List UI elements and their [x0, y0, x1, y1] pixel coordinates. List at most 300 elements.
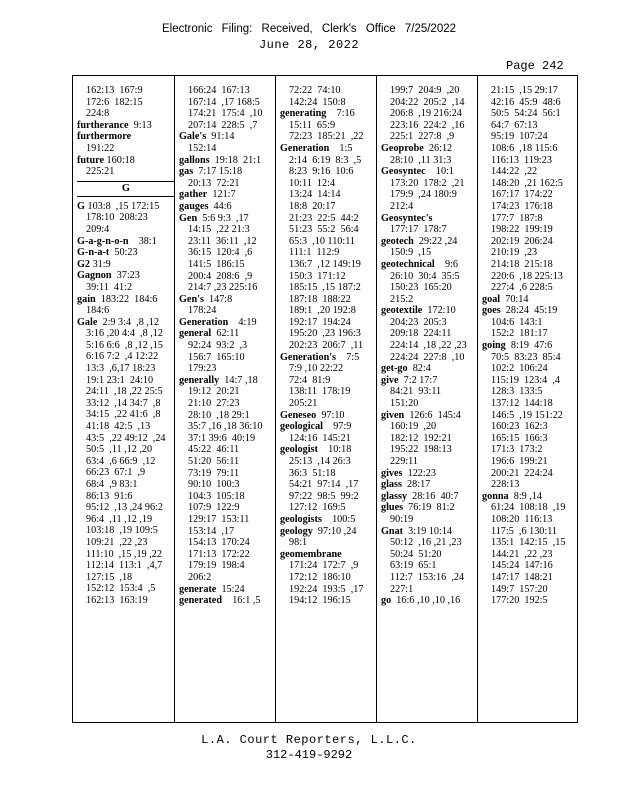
footer-company: L.A. Court Reporters, L.L.C.	[201, 733, 417, 747]
index-entry-continuation	[280, 120, 378, 132]
index-entry-continuation	[77, 282, 175, 294]
index-entry-continuation	[381, 352, 479, 364]
index-term: Gagnon	[77, 270, 112, 282]
page-line-refs: 34:15 ,22 41:6 ,8	[86, 409, 161, 421]
page-line-refs: 198:22 199:19	[491, 224, 553, 236]
index-entry-continuation	[179, 468, 277, 480]
index-entry-continuation	[77, 340, 175, 352]
page-line-refs: 5:6 9:3 ,17	[197, 212, 249, 224]
index-entry-continuation	[77, 386, 175, 398]
index-entry-continuation	[179, 143, 277, 155]
index-entry	[280, 526, 378, 538]
page-line-refs: 224:24 227:8 ,10	[390, 351, 465, 363]
page-line-refs: 50:5 54:24 56:1	[491, 108, 561, 120]
index-entry-continuation	[280, 491, 378, 503]
page-line-refs: 179:19 198:4	[188, 560, 245, 572]
page-line-refs: 61:24 108:18 ,19	[491, 502, 566, 514]
index-term: generating	[280, 108, 327, 120]
index-entry-continuation	[179, 433, 277, 445]
index-entry-continuation	[482, 97, 580, 109]
index-entry	[280, 108, 378, 120]
index-column-1	[77, 85, 175, 607]
index-entry	[381, 491, 479, 503]
index-entry	[179, 317, 277, 329]
index-entry-continuation	[179, 97, 277, 109]
index-entry	[381, 479, 479, 491]
index-entry-continuation	[482, 375, 580, 387]
page-line-refs: 141:5 186:15	[188, 258, 245, 270]
index-entry-continuation	[280, 201, 378, 213]
index-term: geomembrane	[280, 548, 342, 560]
page-line-refs: 183:22 184:6	[95, 293, 158, 305]
index-term: Geosyntec	[381, 166, 426, 178]
index-entry	[482, 491, 580, 503]
index-term: generated	[179, 595, 222, 607]
page-line-refs: 96:4 ,11 ,12 ,19	[86, 513, 153, 525]
index-entry	[77, 317, 175, 329]
index-entry-continuation	[482, 549, 580, 561]
page-line-refs: 104:3 105:18	[188, 490, 245, 502]
page-line-refs: 8:19 47:6	[505, 340, 553, 352]
index-term: G-n-a-t	[77, 247, 110, 259]
page-line-refs: 19:1 23:1 24:10	[86, 374, 154, 386]
page-line-refs: 91:14	[206, 131, 235, 143]
index-entry-continuation	[482, 421, 580, 433]
index-entry-continuation	[280, 305, 378, 317]
index-entry-continuation	[381, 97, 479, 109]
page-line-refs: 90:19	[390, 513, 414, 525]
index-entry-continuation	[381, 294, 479, 306]
index-entry	[179, 201, 277, 213]
page-line-refs: 26:12	[423, 142, 453, 154]
section-letter-heading: G	[77, 181, 175, 197]
index-entry-continuation	[77, 363, 175, 375]
page-line-refs: 137:12 144:18	[491, 398, 553, 410]
index-entry-continuation	[381, 85, 479, 97]
index-entry-continuation	[179, 386, 277, 398]
index-entry-continuation	[280, 236, 378, 248]
page-line-refs: 3:19 10:14	[403, 525, 453, 537]
index-term: gain	[77, 293, 96, 305]
page-line-refs: 97:10	[316, 409, 345, 421]
page-line-refs: 227:1	[390, 583, 414, 595]
index-entry-continuation	[381, 317, 479, 329]
page-line-refs: 128:3 133:5	[491, 386, 543, 398]
page-line-refs: 184:6	[86, 305, 110, 317]
index-entry-continuation	[280, 294, 378, 306]
document-date: June 28, 2022	[258, 38, 360, 52]
index-term: geotechnical	[381, 258, 435, 270]
index-term: general	[179, 328, 212, 340]
page-line-refs: 19:12 20:21	[188, 386, 240, 398]
index-term: gauges	[179, 200, 209, 212]
page-line-refs: 29:22 ,24	[413, 235, 458, 247]
page-line-refs: 178:24	[188, 305, 217, 317]
page-line-refs: 9:13	[128, 119, 152, 131]
page-line-refs: 9:6	[434, 258, 458, 270]
index-term: Gen	[179, 212, 198, 224]
page-line-refs: 191:22	[86, 142, 115, 154]
index-entry-continuation	[179, 363, 277, 375]
page-line-refs: 177:20 192:5	[491, 595, 548, 607]
page-line-refs: 64:7 67:13	[491, 119, 538, 131]
page-line-refs: 21:15 ,15 29:17	[491, 85, 558, 96]
page-line-refs: 204:23 205:3	[390, 316, 447, 328]
index-entry	[482, 305, 580, 317]
index-entry-continuation	[77, 467, 175, 479]
page-line-refs: 174:21 175:4 ,10	[188, 108, 263, 120]
index-entry	[280, 444, 378, 456]
page-line-refs: 171:13 172:22	[188, 548, 250, 560]
page-line-refs: 92:24 93:2 ,3	[188, 340, 248, 352]
page-line-refs: 127:12 169:5	[289, 502, 346, 514]
page-line-refs: 200:21 224:24	[491, 467, 553, 479]
page-line-refs: 76:19 81:2	[403, 502, 455, 514]
page-line-refs: 13:24 14:14	[289, 189, 341, 201]
index-entry-continuation	[77, 560, 175, 572]
index-entry-continuation	[77, 224, 175, 236]
index-entry-continuation	[77, 537, 175, 549]
index-entry	[381, 363, 479, 375]
index-entry-continuation	[280, 386, 378, 398]
page-line-refs: 121:7	[207, 189, 236, 201]
index-column-3	[280, 85, 378, 607]
page-line-refs: 228:13	[491, 479, 520, 491]
index-entry-continuation	[280, 468, 378, 480]
index-entry-continuation	[482, 108, 580, 120]
index-entry	[77, 155, 175, 167]
index-entry-continuation	[280, 178, 378, 190]
index-entry-continuation	[280, 479, 378, 491]
index-entry-continuation	[482, 213, 580, 225]
page-line-refs: 50:5 ,11 ,12 ,20	[86, 444, 153, 456]
index-column-4	[381, 85, 479, 607]
page-line-refs: 41:18 42:5 ,13	[86, 421, 151, 433]
index-entry-continuation	[482, 259, 580, 271]
page-line-refs: 172:12 186:10	[289, 571, 351, 583]
index-entry-continuation	[482, 155, 580, 167]
index-entry-continuation	[482, 456, 580, 468]
page-line-refs: 50:24 51:20	[390, 548, 442, 560]
page-line-refs: 160:18	[103, 154, 135, 166]
index-entry-continuation	[280, 340, 378, 352]
index-entry-continuation	[280, 271, 378, 283]
page-line-refs: 171:24 172:7 ,9	[289, 560, 359, 572]
index-entry-continuation	[77, 351, 175, 363]
page-line-refs: 224:14 ,18 ,22 ,23	[390, 340, 467, 352]
page-line-refs: 86:13 91:6	[86, 490, 133, 502]
index-term: geological	[280, 421, 324, 433]
index-entry-continuation	[381, 421, 479, 433]
index-entry-continuation	[179, 456, 277, 468]
page-line-refs: 177:17 178:7	[390, 224, 447, 236]
page-line-refs: 224:8	[86, 108, 110, 120]
index-entry-continuation	[77, 409, 175, 421]
index-term: goes	[482, 305, 501, 317]
page-line-refs: 14:7 ,18	[219, 374, 258, 386]
page-line-refs: 179:23	[188, 363, 217, 375]
page-line-refs: 35:7 ,16 ,18 36:10	[188, 421, 263, 433]
index-entry	[482, 294, 580, 306]
page-line-refs: 209:4	[86, 223, 110, 235]
page-line-refs: 66:23 67:1 ,9	[86, 467, 146, 479]
page-line-refs: 37:23	[111, 270, 140, 282]
page-line-refs: 7:16	[326, 108, 355, 120]
page-line-refs: 192:24 193:5 ,17	[289, 583, 364, 595]
index-entry-continuation	[482, 166, 580, 178]
index-term: geotech	[381, 235, 414, 247]
index-entry-continuation	[482, 352, 580, 364]
index-term: furthermore	[77, 131, 132, 143]
index-term: gather	[179, 189, 208, 201]
page-line-refs: 215:2	[390, 293, 414, 305]
page-line-refs: 202:19 206:24	[491, 235, 553, 247]
index-term: future	[77, 154, 104, 166]
index-entry-continuation	[280, 560, 378, 572]
index-entry-continuation	[77, 456, 175, 468]
index-entry-continuation	[179, 259, 277, 271]
page-line-refs: 33:12 ,14 34:7 ,8	[86, 397, 161, 409]
index-term: goal	[482, 293, 501, 305]
index-entry-continuation	[179, 526, 277, 538]
index-term: Generation	[280, 142, 330, 154]
page-line-refs: 229:11	[390, 456, 418, 467]
index-entry-continuation	[381, 398, 479, 410]
page-line-refs: 206:8 ,19 216:24	[390, 108, 462, 120]
index-entry-continuation	[280, 375, 378, 387]
index-entry-continuation	[381, 537, 479, 549]
page-line-refs: 23:11 36:11 ,12	[188, 235, 257, 247]
page-line-refs: 28:10 ,18 29:1	[188, 409, 250, 421]
page-line-refs: 1:5	[329, 142, 353, 154]
index-term: furtherance	[77, 119, 129, 131]
index-entry-continuation	[280, 155, 378, 167]
page-line-refs: 28:10 ,11 31:3	[390, 154, 452, 166]
page-line-refs: 100:5	[321, 513, 356, 525]
page-line-refs: 10:18	[317, 444, 352, 456]
page-line-refs: 145:24 147:16	[491, 560, 553, 572]
page-line-refs: 16:1 ,5	[222, 595, 261, 607]
index-entry-continuation	[482, 201, 580, 213]
index-term: generate	[179, 583, 217, 595]
page-line-refs: 97:10 ,24	[312, 525, 357, 537]
page-line-refs: 129:17 153:11	[188, 513, 250, 525]
page-line-refs: 167:17 174:22	[491, 189, 553, 201]
page-line-refs: 72:4 81:9	[289, 374, 331, 386]
index-term: Gale's	[179, 131, 207, 143]
page-line-refs: 102:2 106:24	[491, 363, 548, 375]
index-entry-continuation	[77, 421, 175, 433]
page-line-refs: 62:11	[211, 328, 240, 340]
page-line-refs: 172:10	[422, 305, 456, 317]
index-entry	[77, 201, 175, 213]
page-line-refs: 8:23 9:16 10:6	[289, 166, 354, 178]
page-line-refs: 7:17 15:18	[193, 166, 243, 178]
index-term: Geneseo	[280, 409, 317, 421]
index-entry-continuation	[280, 328, 378, 340]
page-line-refs: 111:1 112:9	[289, 247, 340, 259]
page-line-refs: 50:23	[109, 247, 138, 259]
index-entry	[381, 502, 479, 514]
index-entry-continuation	[280, 595, 378, 607]
index-entry-continuation	[179, 537, 277, 549]
page-line-refs: 44:6	[208, 200, 232, 212]
page-line-refs: 199:7 204:9 ,20	[390, 85, 460, 96]
index-term: geology	[280, 525, 313, 537]
index-entry-continuation	[381, 155, 479, 167]
index-entry-continuation	[179, 549, 277, 561]
index-entry	[381, 595, 479, 607]
page-line-refs: 179:9 ,24 180:9	[390, 189, 457, 201]
page-line-refs: 43:5 ,22 49:12 ,24	[86, 432, 166, 444]
index-entry-continuation	[381, 328, 479, 340]
index-entry-continuation	[280, 213, 378, 225]
index-entry-continuation	[77, 444, 175, 456]
page-line-refs: 24:11 ,18 ,22 25:5	[86, 386, 163, 398]
index-entry-continuation	[77, 572, 175, 584]
page-line-refs: 156:7 165:10	[188, 351, 245, 363]
page-line-refs: 103:8 ,15 172:15	[84, 200, 160, 212]
page-line-refs: 178:10 208:23	[86, 212, 148, 224]
page-line-refs: 38:1	[128, 235, 157, 247]
index-term: Gen's	[179, 293, 204, 305]
index-entry-continuation	[381, 189, 479, 201]
index-entry-continuation	[77, 97, 175, 109]
page-line-refs: 98:1	[289, 537, 308, 549]
index-entry-continuation	[77, 491, 175, 503]
index-entry-continuation	[179, 479, 277, 491]
page-line-refs: 227:4 ,6 228:5	[491, 282, 553, 294]
page-line-refs: 174:23 176:18	[491, 200, 553, 212]
page-line-refs: 65:3 ,10 110:11	[289, 235, 356, 247]
index-entry-continuation	[482, 537, 580, 549]
index-entry-continuation	[77, 328, 175, 340]
page-line-refs: 36:15 120:4 ,6	[188, 247, 253, 259]
index-entry-continuation	[280, 317, 378, 329]
index-entry-continuation	[280, 433, 378, 445]
index-entry	[77, 236, 175, 248]
index-entry-continuation	[77, 433, 175, 445]
index-term: gas	[179, 166, 194, 178]
index-entry-continuation	[77, 375, 175, 387]
page-line-refs: 154:13 170:24	[188, 537, 250, 549]
page-line-refs: 10:1	[425, 166, 455, 178]
page-line-refs: 192:17 194:24	[289, 316, 351, 328]
index-entry-continuation	[482, 468, 580, 480]
index-term: Gale	[77, 316, 98, 328]
index-entry-continuation	[482, 560, 580, 572]
page-line-refs: 225:1 227:8 ,9	[390, 131, 455, 143]
index-entry-continuation	[280, 502, 378, 514]
index-entry-continuation	[179, 352, 277, 364]
page-line-refs: 3:16 ,20 4:4 ,8 ,12	[86, 328, 163, 340]
index-entry-continuation	[381, 572, 479, 584]
page-line-refs: 135:1 142:15 ,15	[491, 537, 566, 549]
index-entry-continuation	[77, 305, 175, 317]
page-line-refs: 160:23 162:3	[491, 421, 548, 433]
index-entry-continuation	[482, 282, 580, 294]
page-line-refs: 144:21 ,22 ,23	[491, 548, 553, 560]
page-line-refs: 187:18 188:22	[289, 293, 351, 305]
page-line-refs: 152:2 181:17	[491, 328, 548, 340]
page-line-refs: 51:20 56:11	[188, 456, 240, 467]
index-term: geologists	[280, 513, 322, 525]
index-term: geologist	[280, 444, 318, 456]
page-line-refs: 166:24 167:13	[188, 85, 250, 96]
index-entry-continuation	[179, 491, 277, 503]
index-entry-continuation	[179, 421, 277, 433]
index-entry-continuation	[381, 386, 479, 398]
index-entry-continuation	[77, 108, 175, 120]
index-term: gonna	[482, 490, 509, 502]
index-entry-continuation	[381, 131, 479, 143]
index-entry	[179, 131, 277, 143]
page-line-refs: 108:6 ,18 115:6	[491, 142, 558, 154]
index-column-5	[482, 85, 580, 607]
page-line-refs: 21:23 22:5 44:2	[289, 212, 359, 224]
index-entry-continuation	[482, 433, 580, 445]
index-entry-continuation	[482, 85, 580, 97]
index-entry	[381, 410, 479, 422]
page-line-refs: 214:7 ,23 225:16	[188, 282, 258, 294]
page-line-refs: 146:5 ,19 151:22	[491, 409, 563, 421]
index-entry-continuation	[482, 572, 580, 584]
index-entry-continuation	[179, 444, 277, 456]
page-line-refs: 177:7 187:8	[491, 212, 543, 224]
page-line-refs: 185:15 ,15 187:2	[289, 282, 361, 294]
index-entry-continuation	[77, 502, 175, 514]
index-entry-continuation	[280, 259, 378, 271]
index-entry-continuation	[179, 340, 277, 352]
index-entry-continuation	[381, 282, 479, 294]
page-line-refs: 72:22 74:10	[289, 85, 341, 96]
page-line-refs: 167:14 ,17 168:5	[188, 96, 260, 108]
page-line-refs: 116:13 119:23	[491, 154, 552, 166]
index-entry	[381, 259, 479, 271]
index-entry-continuation	[381, 444, 479, 456]
index-term: give	[381, 374, 399, 386]
index-entry-continuation	[179, 502, 277, 514]
index-entry	[179, 595, 277, 607]
page-line-refs: 97:9	[323, 421, 352, 433]
index-entry-continuation	[482, 479, 580, 491]
index-entry-continuation	[482, 247, 580, 259]
page-line-refs: 7:5	[336, 351, 360, 363]
page-line-refs: 202:23 206:7 ,11	[289, 340, 364, 352]
page-line-refs: 26:10 30:4 35:5	[390, 270, 460, 282]
index-entry-continuation	[280, 584, 378, 596]
page-line-refs: 45:22 46:11	[188, 444, 240, 456]
page-line-refs: 142:24 150:8	[289, 96, 346, 108]
page-line-refs: 148:20 ,21 162:5	[491, 177, 563, 189]
index-entry-continuation	[381, 108, 479, 120]
page-line-refs: 95:12 ,13 ,24 96:2	[86, 502, 163, 514]
index-entry-continuation	[381, 340, 479, 352]
page-line-refs: 122:23	[402, 467, 436, 479]
index-entry-continuation	[179, 572, 277, 584]
page-line-refs: 90:10 100:3	[188, 479, 240, 491]
index-entry-continuation	[280, 166, 378, 178]
index-entry-continuation	[77, 514, 175, 526]
index-entry-continuation	[482, 224, 580, 236]
index-entry-continuation	[179, 410, 277, 422]
index-entry-continuation	[381, 456, 479, 468]
index-entry-continuation	[381, 201, 479, 213]
index-entry-continuation	[482, 502, 580, 514]
page-line-refs: 165:15 166:3	[491, 432, 548, 444]
page-line-refs: 136:7 ,12 149:19	[289, 258, 361, 270]
page-line-refs: 152:12 153:4 ,5	[86, 583, 156, 595]
